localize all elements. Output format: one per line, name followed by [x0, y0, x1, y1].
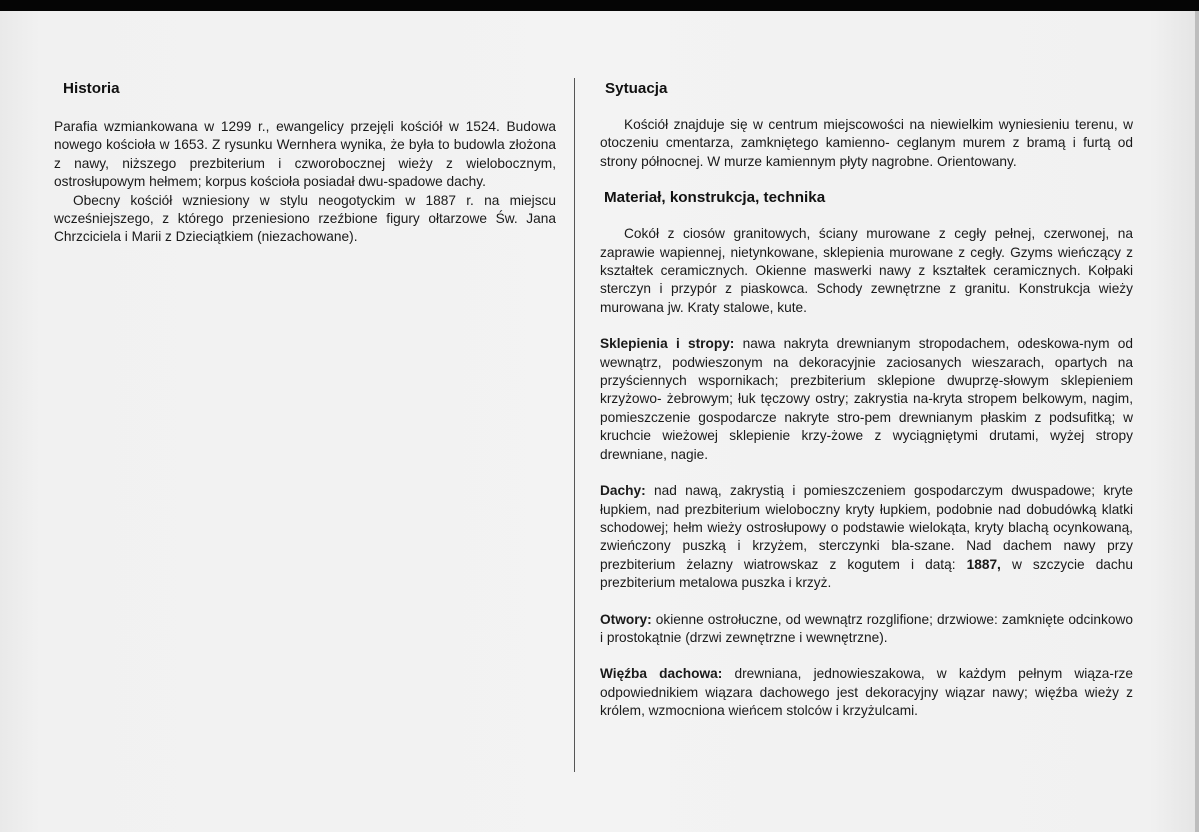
sytuacja-heading: Sytuacja [605, 80, 668, 97]
dachy-label: Dachy: [600, 483, 646, 499]
left-column [54, 80, 556, 247]
dachy-paragraph [600, 482, 1133, 592]
sytuacja-paragraph: Kościół znajduje się w centrum miejscowości na niewielkim wyniesieniu terenu, w otoczeniu cmentarza, zamkniętego kamienno- ceglanym murem z bramą i furtą od strony północnej. W murze kamiennym płyty nagrobne. Orientowany. [600, 117, 1133, 169]
right-column [600, 80, 1133, 721]
material-paragraph: Cokół z ciosów granitowych, ściany murowane z cegły pełnej, czerwonej, na zaprawie wapiennej, nietynkowane, sklepienia murowane z cegły. Gzyms wieńczący z kształtek ceramicznych. Okienne maswerki nawy z kształtek ceramicznych. Kołpaki sterczyn i przypór z piaskowca. Schody zewnętrzne z granitu. Konstrukcja wieży murowana jw. Kraty stalowe, kute. [600, 226, 1133, 315]
historia-paragraph-1: Parafia wzmiankowana w 1299 r., ewangelicy przejęli kościół w 1524. Budowa nowego kościoła w 1653. Z rysunku Wernhera wynika, że była to budowla złożona z nawy, niższego prezbiterium i czworobocznej wieży z wielobocznym, ostrosłupowym hełmem; korpus kościoła posiadał dwu-spadowe dachy. [54, 119, 556, 190]
column-divider [574, 78, 575, 772]
scan-top-border [0, 0, 1199, 11]
historia-heading: Historia [63, 80, 120, 97]
otwory-label: Otwory: [600, 611, 652, 627]
wiezba-label: Więźba dachowa: [600, 666, 723, 682]
sklepienia-label: Sklepienia i stropy: [600, 336, 735, 352]
otwory-text: okienne ostrołuczne, od wewnątrz rozglifione; drzwiowe: zamknięte odcinkowo i prostokątnie (drzwi zewnętrzne i wewnętrzne). [600, 611, 1133, 645]
dachy-text-1: nad nawą, zakrystią i pomieszczeniem gospodarczym dwuspadowe; kryte łupkiem, nad prezbiterium wieloboczny kryty łupkiem, podobnie nad dobudówką klatki schodowej; hełm wieży ostrosłupowy o podstawie wielokąta, kryty blachą ocynkowaną, zwieńczony puszką i krzyżem, sterczynki bla-szane. Nad dachem nawy przy prezbiterium żelazny wiatrowskaz z kogutem i datą: [600, 483, 1133, 572]
wiezba-text: drewniana, jednowieszakowa, w każdym pełnym wiąza-rze odpowiednikiem wiązara dachowego jest dekoracyjny wiązar nawy; więźba wieży z królem, wzmocniona wieńcem stolców i krzyżulcami. [600, 666, 1133, 719]
dachy-text-2: w szczycie dachu prezbiterium metalowa puszka i krzyż. [600, 556, 1133, 591]
wiezba-paragraph [600, 665, 1133, 720]
scan-right-edge [1195, 11, 1199, 832]
historia-paragraph-2: Obecny kościół wzniesiony w stylu neogotyckim w 1887 r. na miejscu wcześniejszego, z którego przeniesiono rzeźbione figury ołtarzowe Św. Jana Chrzciciela i Marii z Dzieciątkiem (niezachowane). [54, 192, 556, 245]
sklepienia-paragraph [600, 335, 1133, 464]
sklepienia-text: nawa nakryta drewnianym stropodachem, odeskowa-nym od wewnątrz, podwieszonym na dekoracyjnie zaciosanych wieszarach, opartych na przyściennych wspornikach; prezbiterium sklepione dwuprzę-słowym sklepieniem krzyżowo- żebrowym; łuk tęczowy ostry; zakrystia na-kryta stropem belkowym, nagim, pomieszczenie gospodarcze nakryte stro-pem drewnianym płaskim z podsufitką; w kruchcie wieżowej sklepienie krzy-żowe z wyciągniętymi drutami, wyżej stropy drewniane, nagie. [600, 336, 1133, 462]
dachy-date: 1887, [966, 556, 1001, 572]
otwory-paragraph [600, 611, 1133, 648]
material-heading: Materiał, konstrukcja, technika [604, 189, 826, 207]
